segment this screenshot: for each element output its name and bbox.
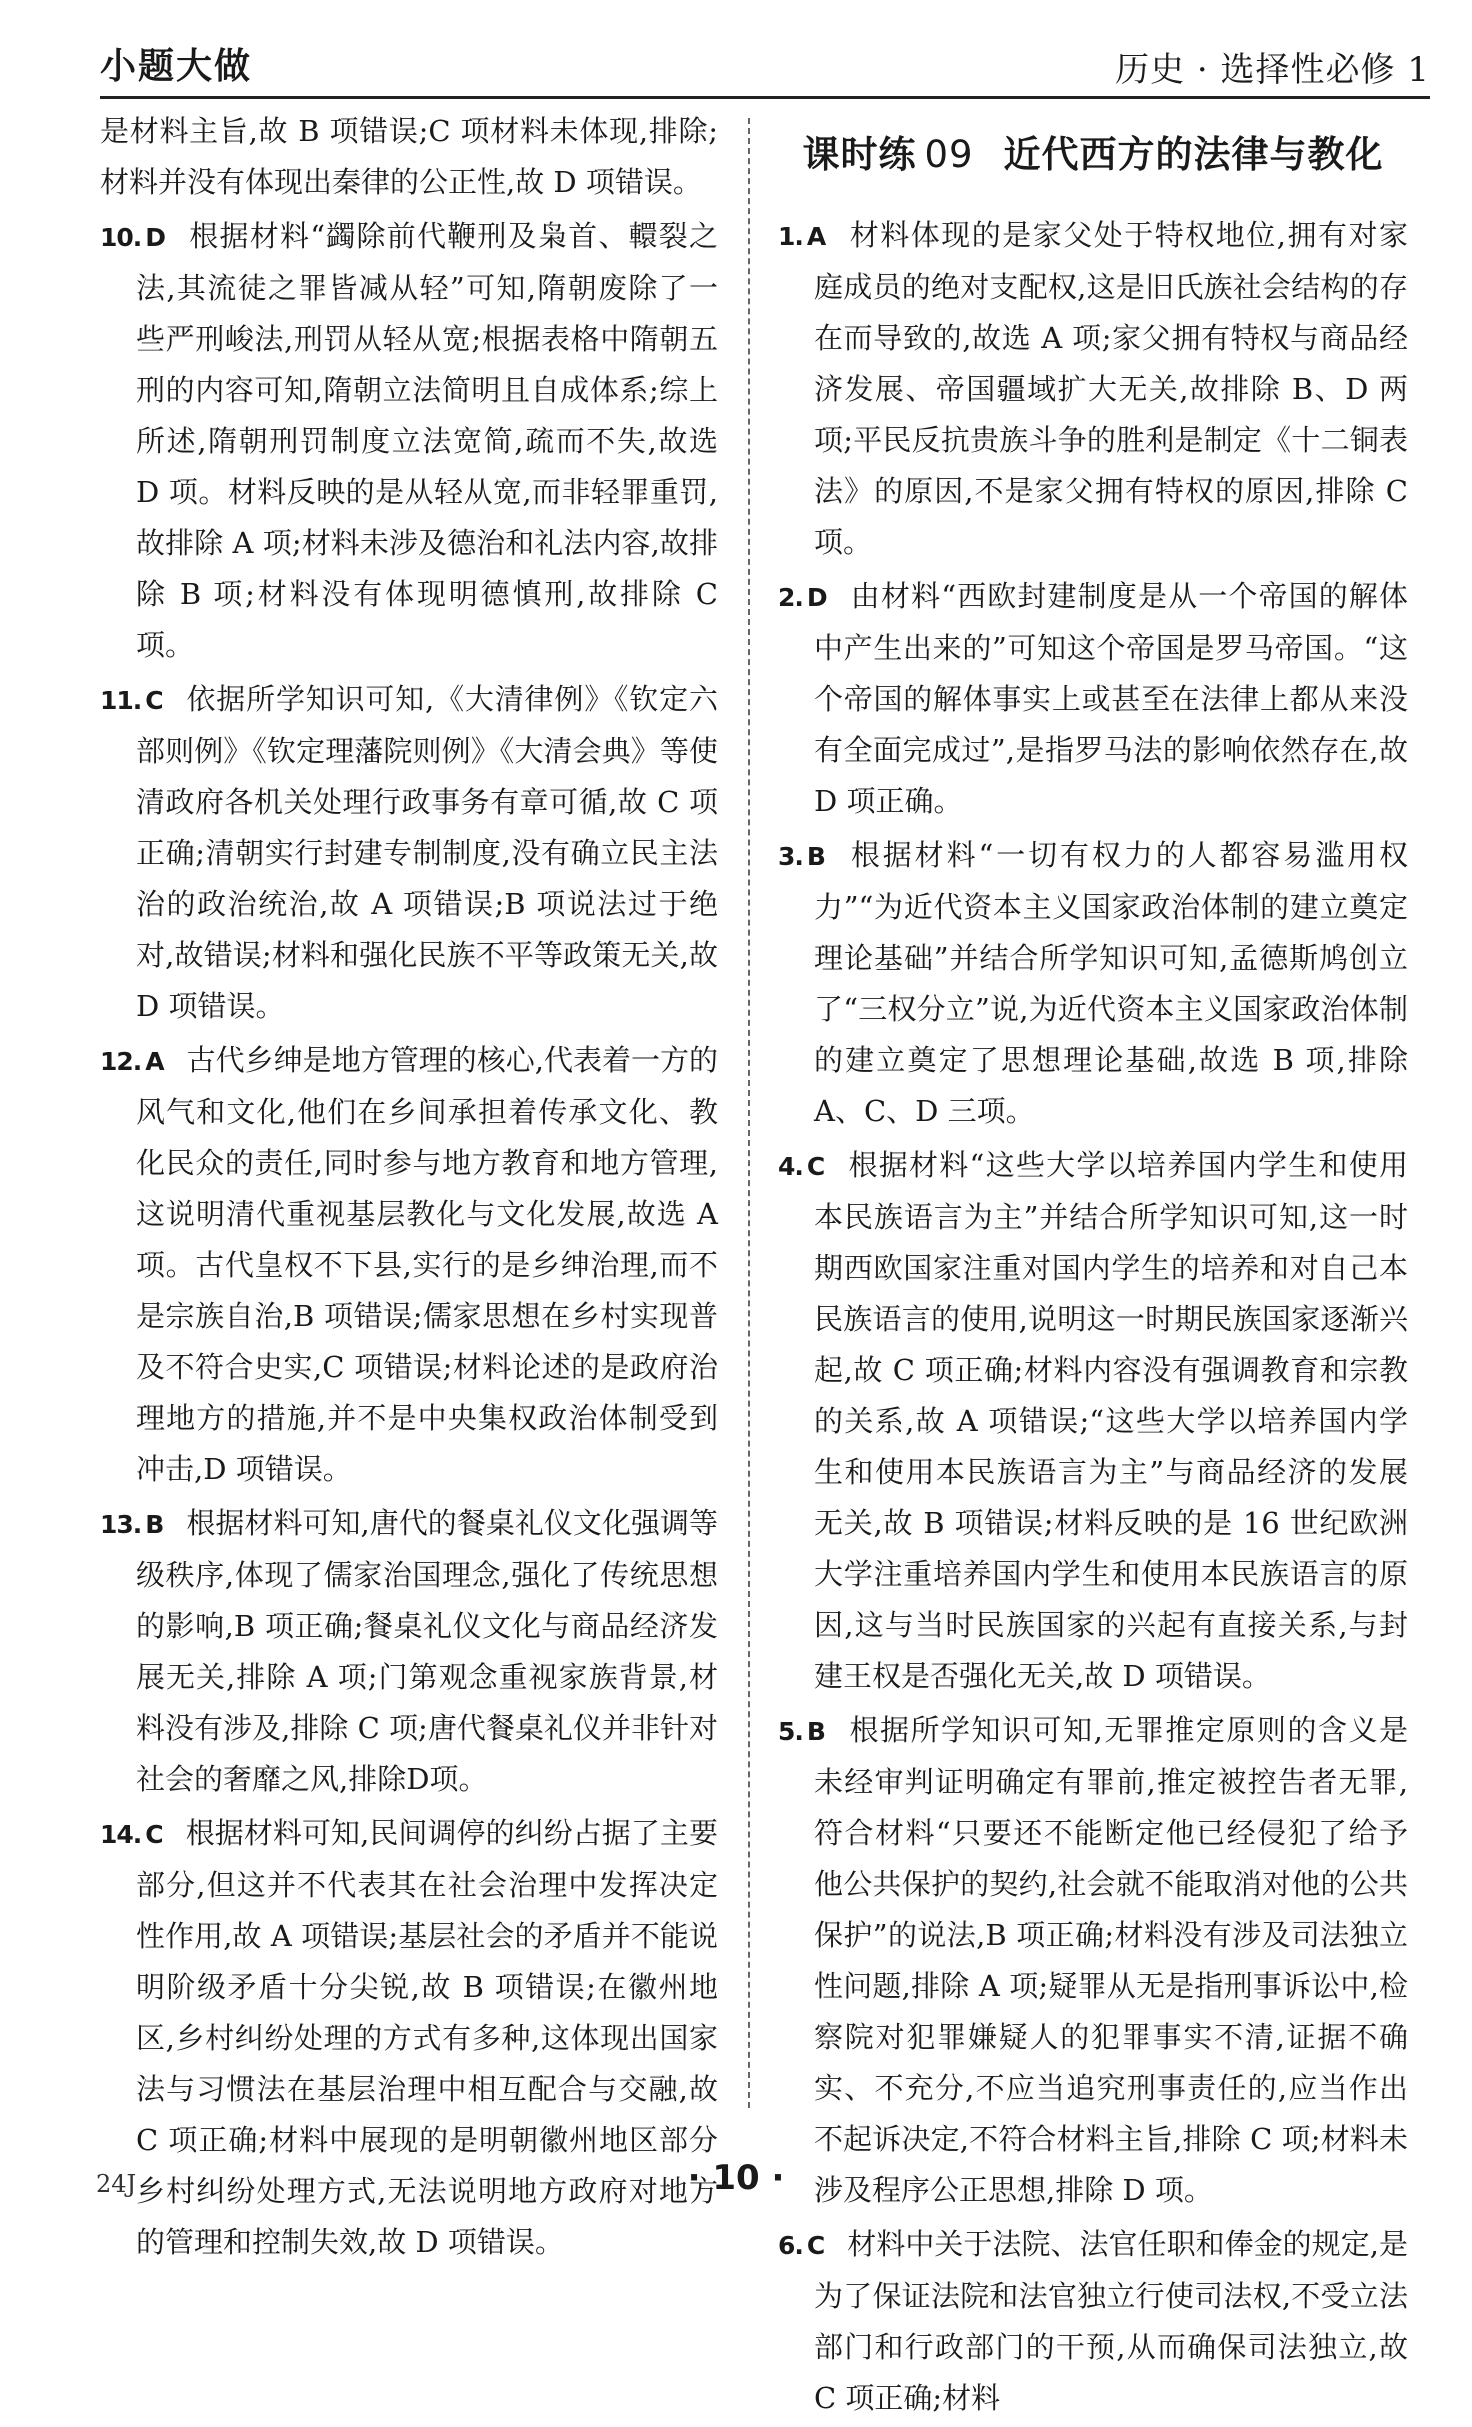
column-divider [748,118,750,2108]
item-answer: B [145,1510,165,1539]
section-label: 课时练 [802,133,917,176]
item-number: 3. [778,842,803,871]
answer-item-13 [100,1498,718,1805]
answer-item-3 [778,830,1408,1137]
item-number: 5. [778,1717,803,1746]
answer-item-11 [100,674,718,1032]
item-explanation: 根据材料“这些大学以培养国内学生和使用本民族语言为主”并结合所学知识可知,这一时期西欧国家注重对国内学生的培养和对自己本民族语言的使用,说明这一时期民族国家逐渐兴起,故 C 项正确;材料内容没有强调教育和宗教的关系,故 A 项错误;“这些大学以培养国内学生和使用本民族语言为主”与商品经济的发展无关,故 B 项错误;材料反映的是 16 世纪欧洲大学注重培养国内学生和使用本民族语言的原因,这与当时民族国家的兴起有直接关系,与封建王权是否强化无关,故 D 项错误。 [814,1148,1408,1693]
item-explanation: 根据材料“一切有权力的人都容易滥用权力”“为近代资本主义国家政治体制的建立奠定理论基础”并结合所学知识可知,孟德斯鸠创立了“三权分立”说,为近代资本主义国家政治体制的建立奠定了思想理论基础,故选 B 项,排除 A、C、D 三项。 [814,838,1408,1128]
answer-item-14 [100,1808,718,2268]
item-number: 4. [778,1152,803,1181]
item-answer: A [145,1047,165,1076]
item-explanation: 根据材料可知,唐代的餐桌礼仪文化强调等级秩序,体现了儒家治国理念,强化了传统思想的影响,B 项正确;餐桌礼仪文化与商品经济发展无关,排除 A 项;门第观念重视家族背景,材料没有涉及,排除 C 项;唐代餐桌礼仪并非针对社会的奢靡之风,排除D项。 [136,1506,718,1796]
item-explanation: 由材料“西欧封建制度是从一个帝国的解体中产生出来的”可知这个帝国是罗马帝国。“这个帝国的解体事实上或甚至在法律上都从来没有全面完成过”,是指罗马法的影响依然存在,故 D 项正确。 [814,579,1408,818]
left-column [100,106,718,2271]
answer-item-10 [100,211,718,671]
page-number: · 10 · [687,2158,785,2198]
item-answer: B [806,842,826,871]
item-number: 6. [778,2231,803,2260]
page-header [100,34,1430,99]
item-number: 2. [778,583,803,612]
item-answer: D [145,223,167,252]
answer-item-6 [778,2219,1408,2424]
item-explanation: 依据所学知识可知,《大清律例》《钦定六部则例》《钦定理藩院则例》《大清会典》等使清政府各机关处理行政事务有章可循,故 C 项正确;清朝实行封建专制制度,没有确立民主法治的政治统治,故 A 项错误;B 项说法过于绝对,故错误;材料和强化民族不平等政策无关,故 D 项错误。 [136,682,718,1023]
answer-item-12 [100,1035,718,1495]
item-answer: C [806,2231,826,2260]
item-number: 12. [100,1047,142,1076]
item-answer: A [806,222,827,251]
answer-item-4 [778,1140,1408,1702]
item-number: 13. [100,1510,142,1539]
section-code: 09 [924,133,974,176]
answer-item-1 [778,210,1408,568]
answer-item-2 [778,571,1408,827]
item-number: 10. [100,223,142,252]
item-explanation: 根据材料可知,民间调停的纠纷占据了主要部分,但这并不代表其在社会治理中发挥决定性作用,故 A 项错误;基层社会的矛盾并不能说明阶级矛盾十分尖锐,故 B 项错误;在徽州地区,乡村纠纷处理的方式有多种,这体现出国家法与习惯法在基层治理中相互配合与交融,故 C 项正确;材料中展现的是明朝徽州地区部分乡村纠纷处理方式,无法说明地方政府对地方的管理和控制失效,故 D 项错误。 [136,1816,718,2259]
brand-title: 小题大做 [100,46,253,87]
item-answer: C [145,1820,164,1849]
item-answer: D [806,583,828,612]
footer-code: 24J [96,2170,137,2198]
item-explanation: 材料中关于法院、法官任职和俸金的规定,是为了保证法院和法官独立行使司法权,不受立法部门和行政部门的干预,从而确保司法独立,故 C 项正确;材料 [814,2227,1408,2415]
item-explanation: 材料体现的是家父处于特权地位,拥有对家庭成员的绝对支配权,这是旧氏族社会结构的存在而导致的,故选 A 项;家父拥有特权与商品经济发展、帝国疆域扩大无关,故排除 B、D 两项;平民反抗贵族斗争的胜利是制定《十二铜表法》的原因,不是家父拥有特权的原因,排除 C 项。 [814,218,1408,559]
section-heading: 近代西方的法律与教化 [1003,133,1384,176]
item-explanation: 根据材料“蠲除前代鞭刑及枭首、轘裂之法,其流徒之罪皆减从轻”可知,隋朝废除了一些严刑峻法,刑罚从轻从宽;根据表格中隋朝五刑的内容可知,隋朝立法简明且自成体系;综上所述,隋朝刑罚制度立法宽简,疏而不失,故选 D 项。材料反映的是从轻从宽,而非轻罪重罚,故排除 A 项;材料未涉及德治和礼法内容,故排除 B 项;材料没有体现明德慎刑,故排除 C 项。 [136,219,718,662]
item-answer: B [806,1717,826,1746]
item-number: 14. [100,1820,142,1849]
subject-title: 历史 · 选择性必修 1 [1115,50,1430,90]
right-column [778,106,1408,2427]
item-answer: C [145,686,164,715]
answer-item-5 [778,1705,1408,2216]
continuation-text: 是材料主旨,故 B 项错误;C 项材料未体现,排除;材料并没有体现出秦律的公正性,故 D 项错误。 [100,114,718,199]
section-title [778,130,1408,180]
item-explanation: 根据所学知识可知,无罪推定原则的含义是未经审判证明确定有罪前,推定被控告者无罪,符合材料“只要还不能断定他已经侵犯了给予他公共保护的契约,社会就不能取消对他的公共保护”的说法,B 项正确;材料没有涉及司法独立性问题,排除 A 项;疑罪从无是指刑事诉讼中,检察院对犯罪嫌疑人的犯罪事实不清,证据不确实、不充分,不应当追究刑事责任的,应当作出不起诉决定,不符合材料主旨,排除 C 项;材料未涉及程序公正思想,排除 D 项。 [814,1713,1408,2207]
item-explanation: 古代乡绅是地方管理的核心,代表着一方的风气和文化,他们在乡间承担着传承文化、教化民众的责任,同时参与地方教育和地方管理,这说明清代重视基层教化与文化发展,故选 A 项。古代皇权不下县,实行的是乡绅治理,而不是宗族自治,B 项错误;儒家思想在乡村实现普及不符合史实,C 项错误;材料论述的是政府治理地方的措施,并不是中央集权政治体制受到冲击,D 项错误。 [136,1043,718,1486]
item-number: 1. [778,222,803,251]
item-answer: C [806,1152,826,1181]
item-number: 11. [100,686,142,715]
